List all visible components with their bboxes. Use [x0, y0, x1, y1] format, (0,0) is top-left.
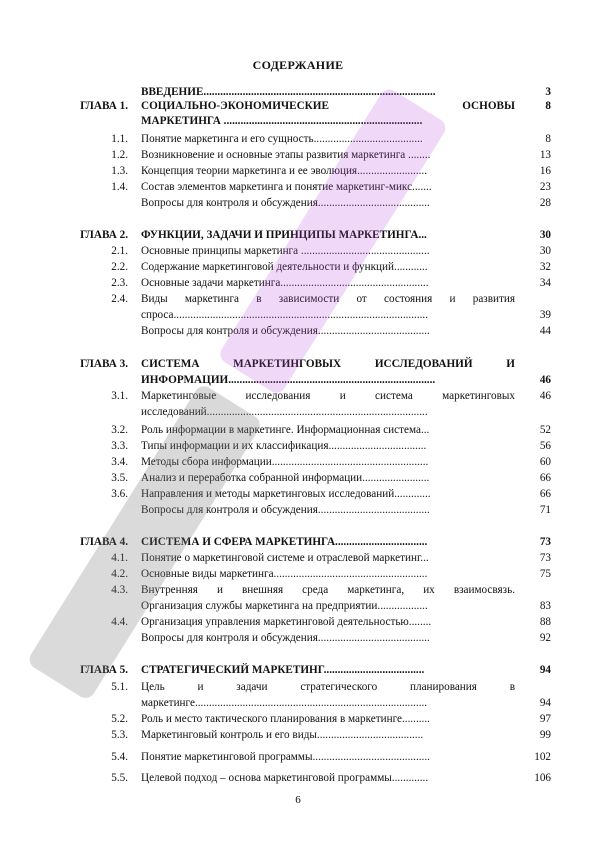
toc-entry-number: ГЛАВА 3.	[80, 358, 128, 370]
toc-entry-number: ГЛАВА 1.	[80, 100, 128, 112]
toc-page-number: 34	[539, 277, 551, 289]
toc-page-number: 71	[539, 504, 551, 516]
toc-section-row	[0, 486, 596, 502]
toc-section-row	[0, 566, 596, 582]
toc-entry-number: 5.5.	[111, 772, 128, 784]
toc-entry-title: СИСТЕМА И СФЕРА МАРКЕТИНГА.................................	[141, 536, 428, 548]
toc-entry-title: Роль информации в маркетинге. Информационная система...	[141, 424, 430, 436]
toc-entry-title: Анализ и переработка собранной информации........................	[141, 472, 430, 484]
toc-entry-number: 1.3.	[111, 165, 128, 177]
toc-section-row	[0, 275, 596, 291]
toc-entry-title: Вопросы для контроля и обсуждения........................................	[141, 197, 430, 209]
toc-entry-title: Понятие маркетинга и его сущность.......................................	[141, 133, 423, 145]
toc-page-number: 32	[539, 261, 551, 273]
toc-chapter-row	[0, 372, 596, 388]
page-title: СОДЕРЖАНИЕ	[252, 58, 344, 72]
toc-page-number: 23	[539, 181, 551, 193]
toc-section-row	[0, 195, 596, 211]
toc-entry-number: 4.1.	[111, 552, 128, 564]
toc-entry-title: Организация управления маркетинговой деятельностью........	[141, 616, 432, 628]
toc-page-number: 13	[539, 149, 551, 161]
toc-page-number: 46	[539, 374, 551, 386]
toc-entry-number: 5.3.	[111, 729, 128, 741]
toc-section-row	[0, 598, 596, 614]
toc-section-row	[0, 163, 596, 179]
toc-section-row	[0, 502, 596, 518]
toc-entry-title: Состав элементов маркетинга и понятие маркетинг-микс.......	[141, 181, 432, 193]
toc-page-number: 99	[539, 729, 551, 741]
toc-entry-title: Вопросы для контроля и обсуждения........................................	[141, 504, 430, 516]
toc-entry-number: 3.5.	[111, 472, 128, 484]
toc-page-number: 94	[539, 697, 551, 709]
toc-entry-number: 3.4.	[111, 456, 128, 468]
toc-entry-number: ГЛАВА 2.	[80, 229, 128, 241]
toc-entry-title: Понятие маркетинговой программы..........................................	[141, 751, 430, 763]
toc-entry-title: спроса...........................................................................................	[141, 309, 429, 321]
toc-entry-title: СИСТЕМА МАРКЕТИНГОВЫХ ИССЛЕДОВАНИЙ И	[141, 358, 515, 370]
toc-page-number: 106	[534, 772, 551, 784]
toc-entry-title: Маркетинговый контроль и его виды......................................	[141, 729, 424, 741]
toc-entry-title: Типы информации и их классификация...................................	[141, 440, 427, 452]
toc-section-row	[0, 147, 596, 163]
toc-entry-title: Вопросы для контроля и обсуждения........................................	[141, 632, 430, 644]
toc-section-row	[0, 179, 596, 195]
toc-entry-title: Виды маркетинга в зависимости от состояния и развития	[141, 293, 515, 305]
toc-entry-number: 4.2.	[111, 568, 128, 580]
toc-chapter-row	[0, 662, 596, 678]
toc-entry-title: Содержание маркетинговой деятельности и функций............	[141, 261, 428, 273]
toc-entry-title: Направления и методы маркетинговых исследований.............	[141, 488, 431, 500]
toc-entry-number: 5.1.	[111, 681, 128, 693]
toc-entry-title: Внутренняя и внешняя среда маркетинга, их взаимосвязь.	[141, 584, 515, 596]
toc-entry-title: МАРКЕТИНГА .......................................................................	[141, 115, 423, 127]
toc-page-number: 66	[539, 472, 551, 484]
toc-section-row	[0, 749, 596, 765]
toc-entry-title: исследований...............................................................................	[141, 406, 428, 418]
toc-entry-number: ГЛАВА 4.	[80, 536, 128, 548]
toc-section-row	[0, 404, 596, 420]
toc-entry-title: Понятие о маркетинговой системе и отраслевой маркетинг...	[141, 552, 429, 564]
toc-page-number: 16	[539, 165, 551, 177]
toc-section-row	[0, 727, 596, 743]
toc-section-row	[0, 711, 596, 727]
toc-entry-title: Основные задачи маркетинга.....................................................	[141, 277, 429, 289]
toc-entry-title: Маркетинговые исследования и система маркетинговых	[141, 390, 515, 402]
toc-entry-title: Основные виды маркетинга.......................................................	[141, 568, 428, 580]
toc-page-number: 3	[545, 86, 551, 98]
toc-section-row	[0, 291, 596, 307]
page-number: 6	[295, 794, 301, 806]
toc-section-row	[0, 470, 596, 486]
toc-entry-title: СТРАТЕГИЧЕСКИЙ МАРКЕТИНГ....................................	[141, 664, 425, 676]
toc-section-row	[0, 438, 596, 454]
toc-page-number: 73	[539, 552, 551, 564]
toc-entry-title: ИНФОРМАЦИИ..........................................................................	[141, 374, 436, 386]
toc-entry-title: Цель и задачи стратегического планирования в	[141, 681, 515, 693]
toc-entry-number: 1.1.	[111, 133, 128, 145]
toc-page-number: 8	[545, 100, 551, 112]
toc-section-row	[0, 770, 596, 786]
toc-entry-number: 4.3.	[111, 584, 128, 596]
toc-entry-number: 5.2.	[111, 713, 128, 725]
toc-entry-number: 3.6.	[111, 488, 128, 500]
toc-page-number: 102	[534, 751, 551, 763]
toc-entry-title: Целевой подход – основа маркетинговой программы.............	[141, 772, 429, 784]
toc-entry-number: 2.4.	[111, 293, 128, 305]
toc-entry-title: маркетинге...................................................................................	[141, 697, 428, 709]
toc-entry-number: ГЛАВА 5.	[80, 664, 128, 676]
toc-entry-title: Вопросы для контроля и обсуждения........................................	[141, 325, 430, 337]
toc-entry-title: ФУНКЦИИ, ЗАДАЧИ И ПРИНЦИПЫ МАРКЕТИНГА...	[141, 229, 427, 241]
toc-chapter-row	[0, 113, 596, 129]
toc-section-row	[0, 582, 596, 598]
toc-section-row	[0, 323, 596, 339]
toc-entry-number: 1.2.	[111, 149, 128, 161]
toc-page-number: 75	[539, 568, 551, 580]
toc-entry-number: 2.3.	[111, 277, 128, 289]
toc-entry-title: Концепция теории маркетинга и ее эволюция.........................	[141, 165, 428, 177]
toc-page-number: 94	[539, 664, 551, 676]
toc-page-number: 97	[539, 713, 551, 725]
toc-page-number: 60	[539, 456, 551, 468]
toc-page-number: 30	[539, 229, 551, 241]
toc-entry-title: Методы сбора информации........................................................	[141, 456, 429, 468]
toc-page-number: 66	[539, 488, 551, 500]
toc-entry-number: 3.2.	[111, 424, 128, 436]
toc-entry-number: 3.1.	[111, 390, 128, 402]
toc-page-number: 56	[539, 440, 551, 452]
toc-page-number: 30	[539, 245, 551, 257]
toc-section-row	[0, 131, 596, 147]
toc-section-row	[0, 388, 596, 404]
toc-entry-title: СОЦИАЛЬНО-ЭКОНОМИЧЕСКИЕ ОСНОВЫ	[141, 100, 515, 112]
toc-entry-title: Основные принципы маркетинга ..............................................	[141, 245, 430, 257]
toc-entry-title: ВВЕДЕНИЕ...................................................................................	[141, 86, 436, 98]
toc-page-number: 39	[539, 309, 551, 321]
toc-entry-number: 3.3.	[111, 440, 128, 452]
toc-page-number: 28	[539, 197, 551, 209]
toc-chapter-row	[0, 534, 596, 550]
toc-section-row	[0, 550, 596, 566]
toc-entry-title: Возникновение и основные этапы развития маркетинга ........	[141, 149, 431, 161]
toc-chapter-row	[0, 227, 596, 243]
toc-section-row	[0, 630, 596, 646]
toc-section-row	[0, 679, 596, 695]
toc-page-number: 83	[539, 600, 551, 612]
toc-page-number: 73	[539, 536, 551, 548]
toc-page-number: 92	[539, 632, 551, 644]
toc-section-row	[0, 243, 596, 259]
toc-section-row	[0, 422, 596, 438]
toc-page-number: 44	[539, 325, 551, 337]
toc-entry-number: 5.4.	[111, 751, 128, 763]
toc-section-row	[0, 307, 596, 323]
toc-chapter-row	[0, 98, 596, 114]
toc-entry-number: 4.4.	[111, 616, 128, 628]
toc-entry-title: Роль и место тактического планирования в маркетинге..........	[141, 713, 430, 725]
toc-chapter-row	[0, 356, 596, 372]
toc-section-row	[0, 454, 596, 470]
toc-page-number: 88	[539, 616, 551, 628]
toc-section-row	[0, 259, 596, 275]
toc-section-row	[0, 614, 596, 630]
toc-entry-title: Организация службы маркетинга на предприятии..................	[141, 600, 428, 612]
toc-page-number: 52	[539, 424, 551, 436]
toc-section-row	[0, 695, 596, 711]
toc-page-number: 46	[539, 390, 551, 402]
toc-entry-number: 2.2.	[111, 261, 128, 273]
toc-entry-number: 2.1.	[111, 245, 128, 257]
toc-entry-number: 1.4.	[111, 181, 128, 193]
toc-page-number: 8	[545, 133, 551, 145]
